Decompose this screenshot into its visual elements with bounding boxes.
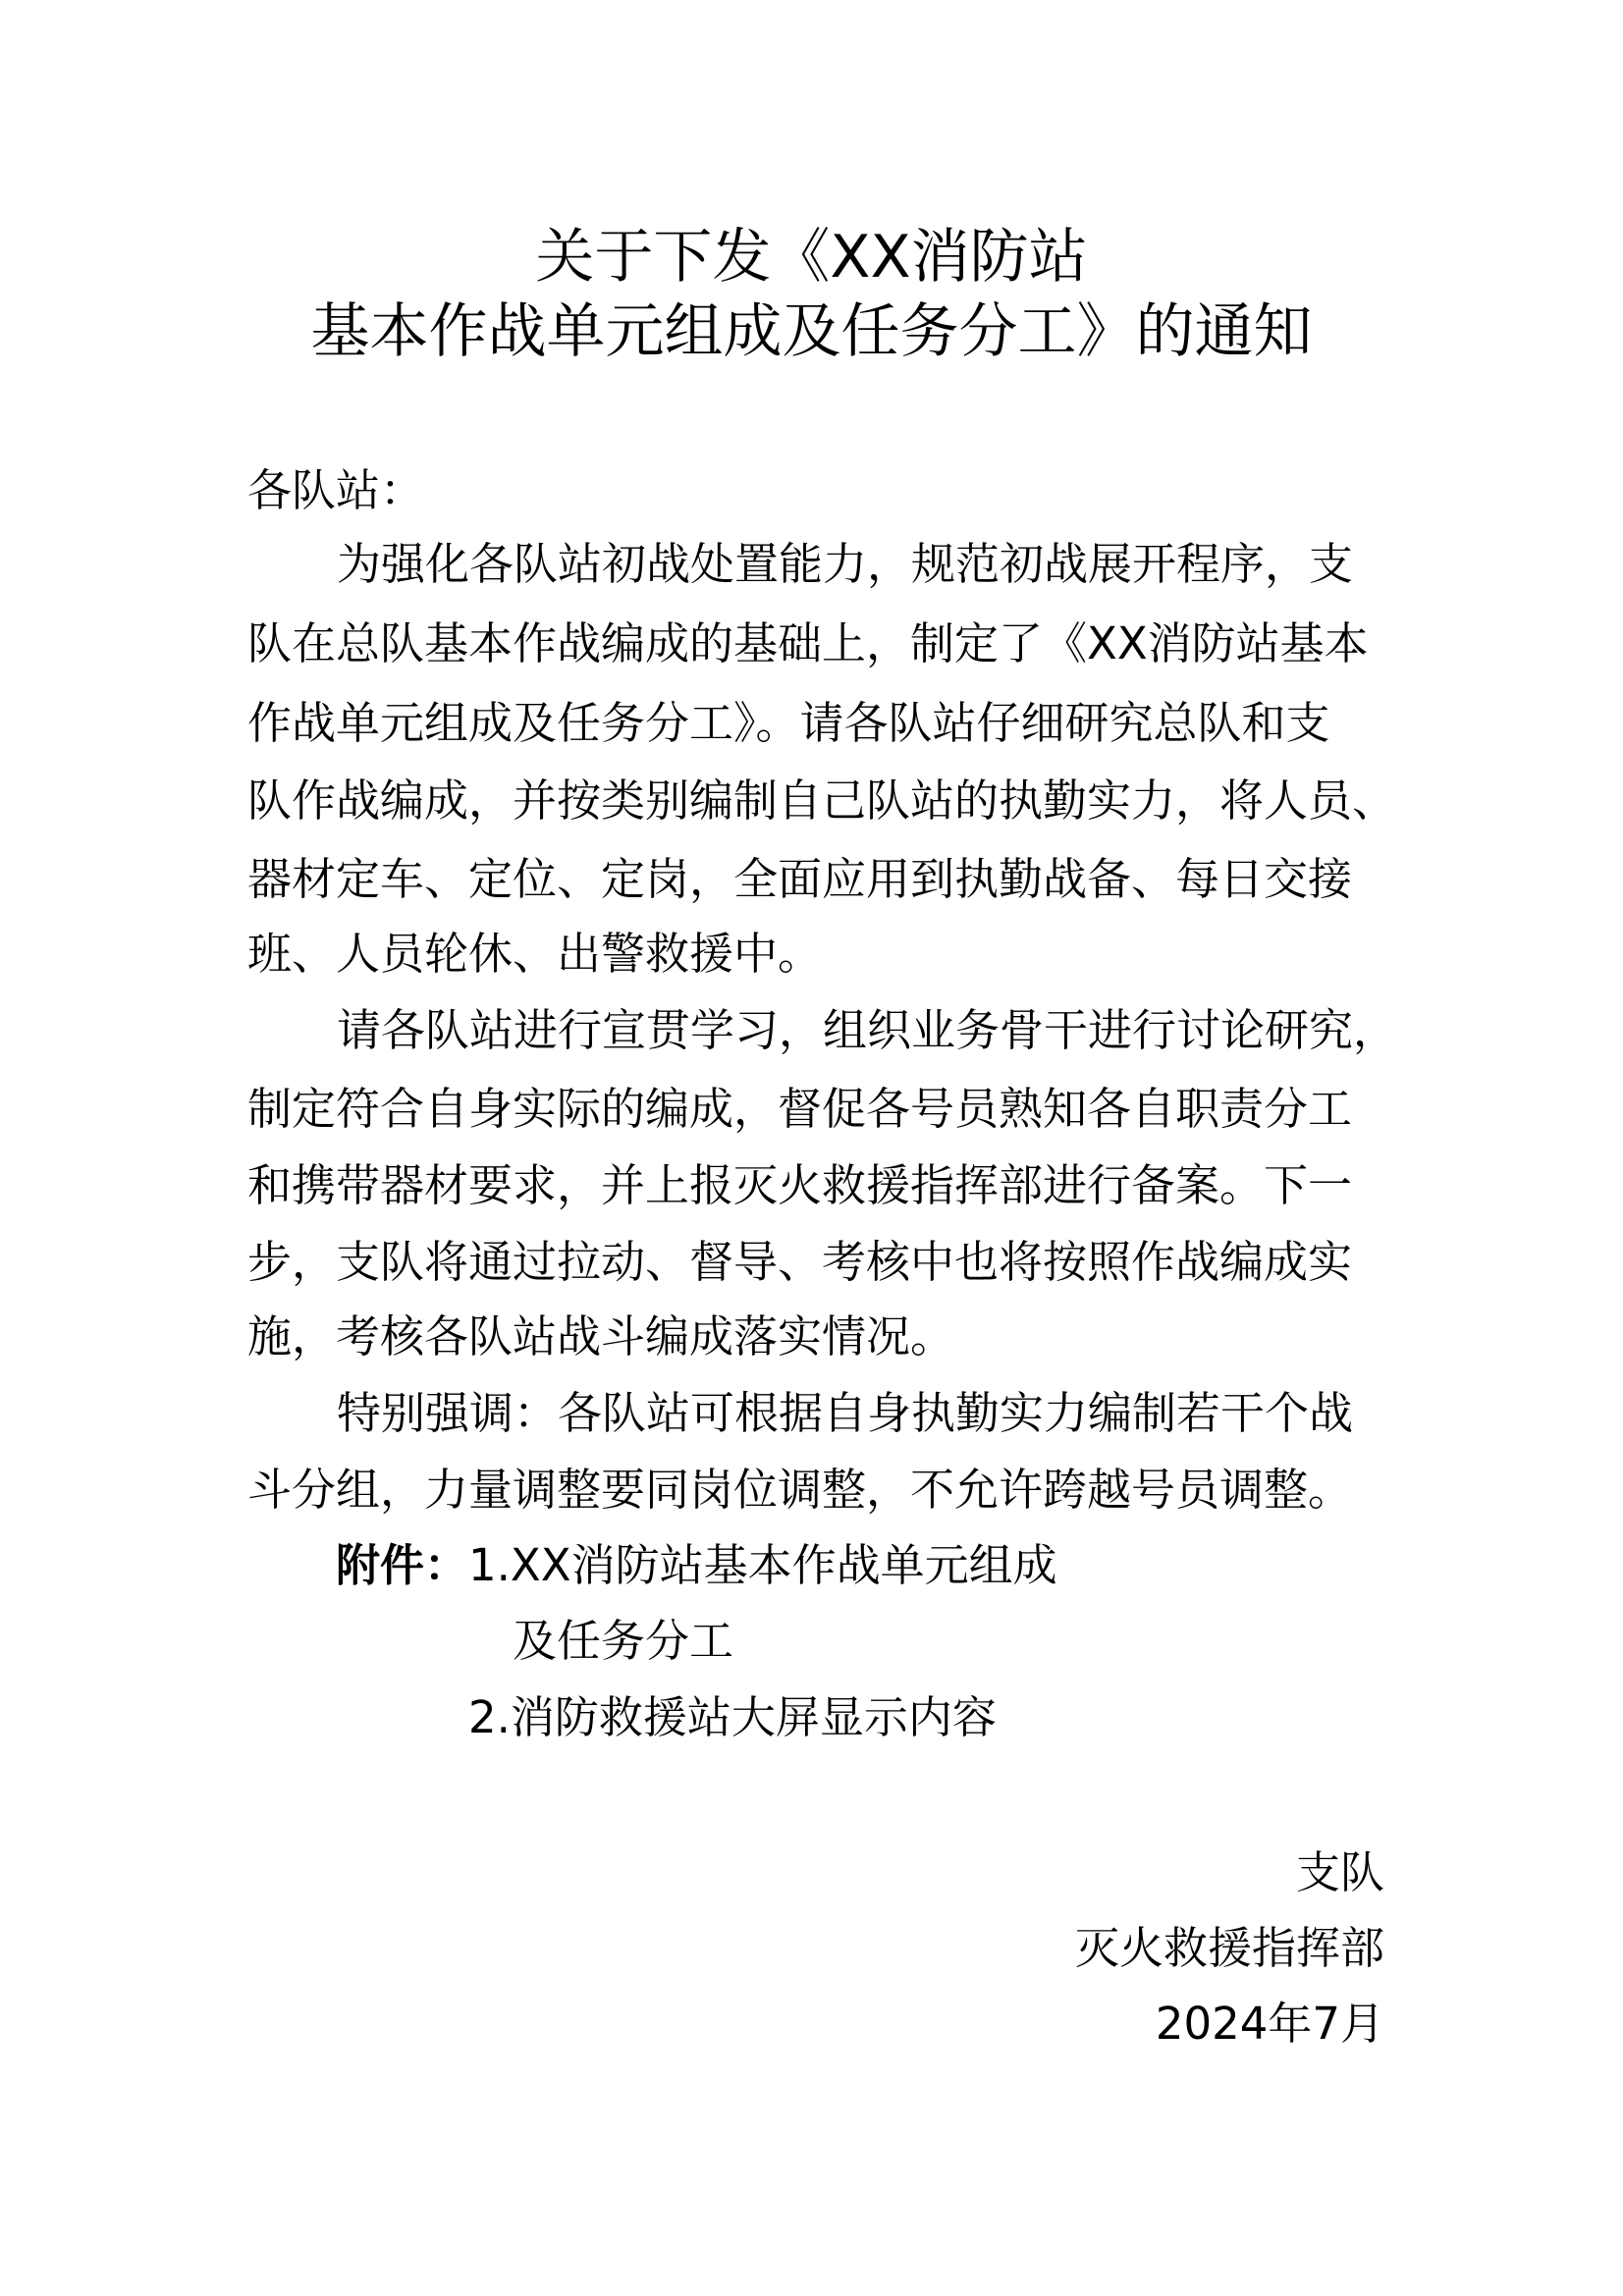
- salutation: 各队站：: [247, 464, 425, 516]
- body-line: 器材定车、定位、定岗，全面应用到执勤战备、每日交接: [247, 853, 1353, 905]
- body-line: 队作战编成，并按类别编制自己队站的执勤实力，将人员、: [247, 774, 1397, 827]
- body-line: 施，考核各队站战斗编成落实情况。: [247, 1310, 955, 1362]
- body-line: 斗分组，力量调整要同岗位调整，不允许跨越号员调整。: [247, 1464, 1353, 1516]
- attachment-item-1-cont: 及任务分工: [513, 1615, 734, 1667]
- attachment-item-1: 1.XX消防站基本作战单元组成: [468, 1539, 1057, 1591]
- body-line: 为强化各队站初战处置能力，规范初战展开程序，支: [337, 538, 1354, 590]
- signature-date: 2024年7月: [1155, 1998, 1384, 2050]
- title-line-1: 关于下发《XX消防站: [535, 223, 1088, 292]
- title-line-2: 基本作战单元组成及任务分工》的通知: [310, 297, 1313, 366]
- body-line: 特别强调：各队站可根据自身执勤实力编制若干个战: [337, 1387, 1354, 1439]
- body-line: 班、人员轮休、出警救援中。: [247, 928, 823, 980]
- body-line: 队在总队基本作战编成的基础上，制定了《XX消防站基本: [247, 617, 1369, 669]
- body-line: 制定符合自身实际的编成，督促各号员熟知各自职责分工: [247, 1083, 1353, 1135]
- body-line: 作战单元组成及任务分工》。请各队站仔细研究总队和支: [247, 697, 1330, 749]
- body-line: 和携带器材要求，并上报灭火救援指挥部进行备案。下一: [247, 1159, 1353, 1211]
- attachment-item-2: 2.消防救援站大屏显示内容: [468, 1691, 997, 1743]
- attachments-label: 附件：: [336, 1539, 469, 1591]
- body-line: 请各队站进行宣贯学习，组织业务骨干进行讨论研究，: [337, 1004, 1398, 1056]
- body-line: 步，支队将通过拉动、督导、考核中也将按照作战编成实: [247, 1236, 1353, 1288]
- signature-org-2: 灭火救援指挥部: [1074, 1922, 1384, 1974]
- signature-org-1: 支队: [1295, 1846, 1384, 1898]
